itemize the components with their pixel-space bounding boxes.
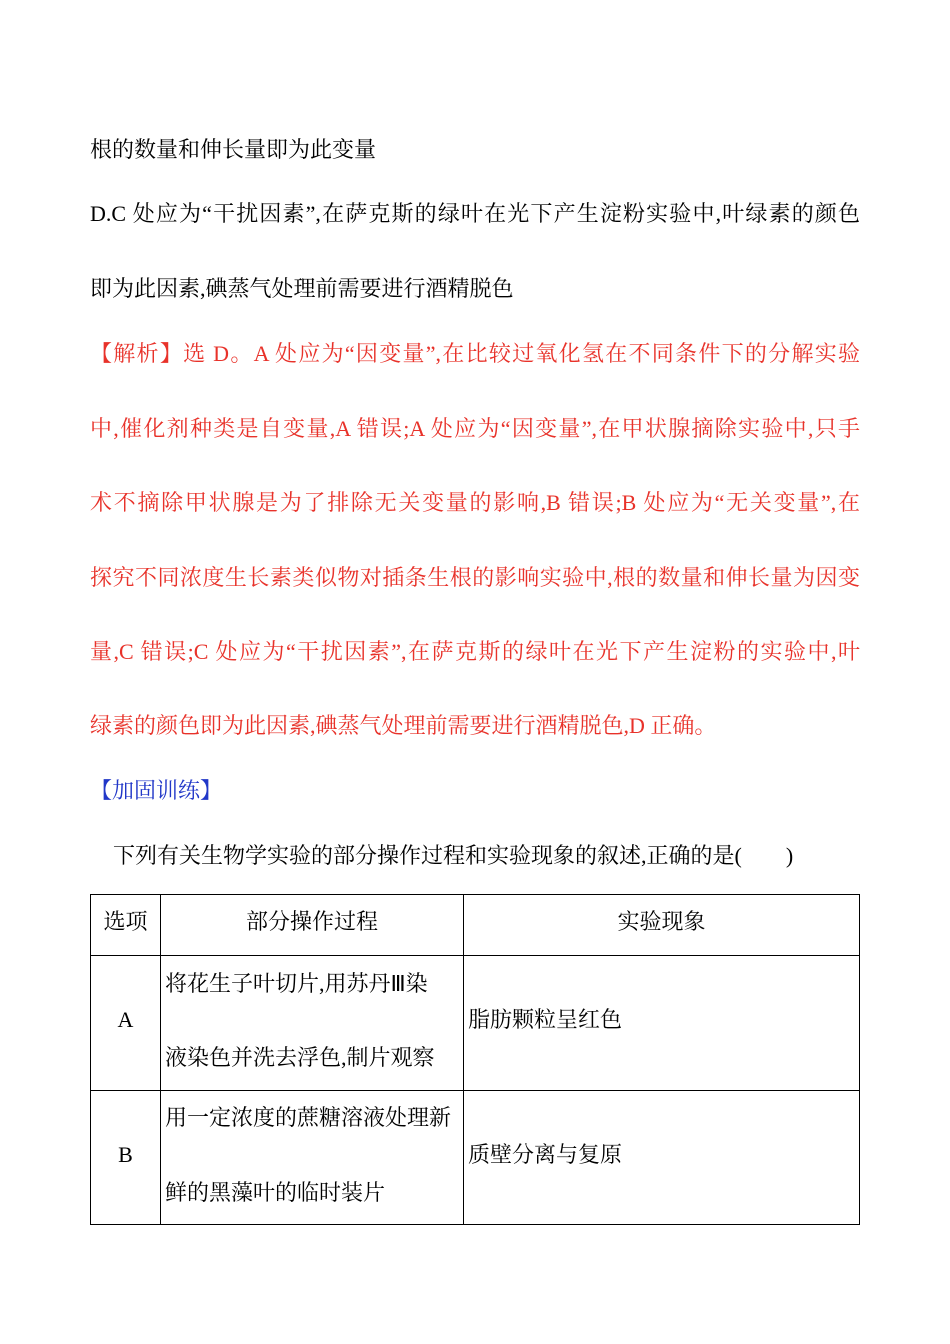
row-a-option: A: [117, 1007, 134, 1032]
reinforcement-heading: 【加固训练】: [90, 778, 223, 803]
header-cell-procedure: [160, 894, 464, 956]
analysis-line-1: 【解析】选 D。A 处应为“因变量”,在比较过氧化氢在不同条件下的分解实验: [90, 341, 860, 366]
analysis-line-5: 量,C 错误;C 处应为“干扰因素”,在萨克斯的绿叶在光下产生淀粉的实验中,叶: [90, 639, 860, 664]
header-cell-option: [90, 894, 161, 956]
option-d-line-1: D.C 处应为“干扰因素”,在萨克斯的绿叶在光下产生淀粉实验中,叶绿素的颜色: [90, 201, 860, 226]
row-a-procedure-line-1: 将花生子叶切片,用苏丹Ⅲ染: [165, 971, 428, 996]
header-procedure-label: 部分操作过程: [245, 909, 378, 934]
row-b-option-cell: [90, 1090, 161, 1225]
row-b-procedure-cell: [160, 1090, 464, 1225]
option-c-tail: 根的数量和伸长量即为此变量: [90, 137, 377, 162]
row-a-procedure-cell: [160, 955, 464, 1091]
header-cell-phenomenon: [463, 894, 860, 956]
row-b-phenomenon: 质壁分离与复原: [468, 1142, 623, 1167]
row-b-phenomenon-cell: [463, 1090, 860, 1225]
analysis-line-4: 探究不同浓度生长素类似物对插条生根的影响实验中,根的数量和伸长量为因变: [90, 565, 860, 590]
header-phenomenon-label: 实验现象: [617, 909, 706, 934]
question-stem: 下列有关生物学实验的部分操作过程和实验现象的叙述,正确的是( ): [113, 843, 794, 868]
option-d-line-2: 即为此因素,碘蒸气处理前需要进行酒精脱色: [90, 276, 514, 301]
header-option-label: 选项: [103, 909, 148, 934]
row-a-procedure-line-2: 液染色并洗去浮色,制片观察: [165, 1045, 435, 1070]
row-a-phenomenon-cell: [463, 955, 860, 1091]
analysis-line-6: 绿素的颜色即为此因素,碘蒸气处理前需要进行酒精脱色,D 正确。: [90, 713, 717, 738]
analysis-line-2: 中,催化剂种类是自变量,A 错误;A 处应为“因变量”,在甲状腺摘除实验中,只手: [90, 416, 860, 441]
row-a-phenomenon: 脂肪颗粒呈红色: [468, 1007, 623, 1032]
row-b-procedure-line-2: 鲜的黑藻叶的临时装片: [165, 1180, 386, 1205]
row-a-option-cell: [90, 955, 161, 1091]
row-b-option: B: [118, 1142, 133, 1167]
row-b-procedure-line-1: 用一定浓度的蔗糖溶液处理新: [165, 1105, 452, 1130]
analysis-line-3: 术不摘除甲状腺是为了排除无关变量的影响,B 错误;B 处应为“无关变量”,在: [90, 490, 860, 515]
